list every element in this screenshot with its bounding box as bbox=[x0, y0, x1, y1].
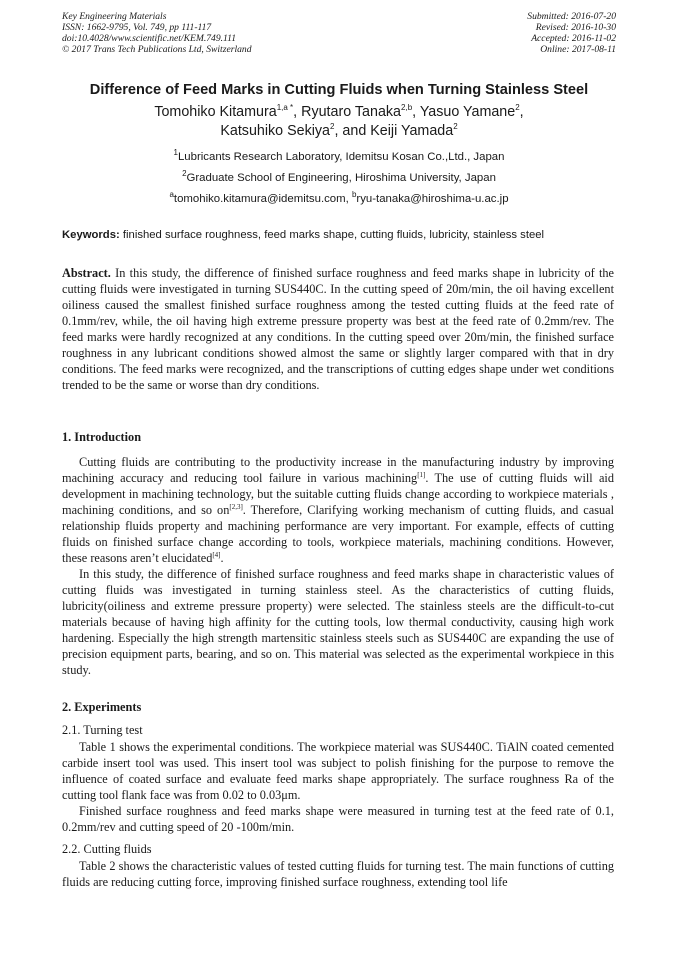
text-run: Cutting fluids are contributing to the productivity increase in the manufacturing industry by improving machining accuracy and reducing tool failure in various machining bbox=[62, 455, 614, 485]
doi-line: doi:10.4028/www.scientific.net/KEM.749.111 bbox=[62, 33, 237, 44]
subsection-heading: 2.2. Cutting fluids bbox=[62, 842, 152, 856]
email-link[interactable]: ryu-tanaka@hiroshima-u.ac.jp bbox=[356, 193, 509, 205]
keywords-text: finished surface roughness, feed marks shape, cutting fluids, lubricity, stainless steel bbox=[122, 229, 545, 241]
author-name: Ryutaro Tanaka bbox=[301, 104, 402, 120]
author-name: Katsuhiko Sekiya bbox=[220, 123, 331, 139]
author-name: Tomohiko Kitamura bbox=[154, 104, 277, 120]
author-sup: 2 bbox=[330, 122, 335, 132]
turning-test-body bbox=[62, 739, 614, 835]
text-run: . Therefore, Clarifying working mechanism of cutting fluids, and casual relationship fluids property and machining performance are very important. For example, effects of cutting fluids on finished surface change according to tools, workpiece materials, machining conditions. However, these reasons aren’t elucidated bbox=[62, 503, 614, 565]
section-heading: 1. Introduction bbox=[62, 430, 142, 444]
paper-title: Difference of Feed Marks in Cutting Fluids when Turning Stainless Steel bbox=[89, 82, 589, 98]
introduction-body bbox=[62, 454, 614, 678]
email-sup: b bbox=[351, 190, 357, 200]
author-line-1: Tomohiko Kitamura$^{1,a *}$, Ryutaro Tanaka$^{2,b}$, Yasuo Yamane$^2$, bbox=[154, 103, 524, 120]
author-line-2: Katsuhiko Sekiya$^2$, and Keiji Yamada$^2$ bbox=[220, 122, 458, 139]
author-name: Yasuo Yamane bbox=[419, 104, 516, 120]
journal-name: Key Engineering Materials bbox=[62, 11, 167, 22]
abstract bbox=[62, 265, 614, 393]
affiliation-1 bbox=[0, 148, 678, 163]
dates-info bbox=[527, 11, 616, 55]
affiliation-text: Graduate School of Engineering, Hiroshima University, Japan bbox=[186, 172, 496, 184]
affiliation-text: Lubricants Research Laboratory, Idemitsu Kosan Co.,Ltd., Japan bbox=[177, 151, 505, 163]
affiliation-sup: 1 bbox=[173, 148, 178, 158]
email-sup: a bbox=[169, 190, 174, 200]
paragraph: Finished surface roughness and feed marks shape were measured in turning test at the feed rate of 0.1, 0.2mm/rev and cutting speed of 20 -100m/min. bbox=[62, 804, 614, 834]
journal-info bbox=[62, 11, 252, 55]
citation[interactable]: [1] bbox=[417, 470, 426, 479]
author-list bbox=[0, 103, 678, 141]
emails bbox=[0, 190, 678, 205]
paragraph: In this study, the difference of finished surface roughness and feed marks shape in characteristic values of cutting fluids was investigated in turning stainless steel. As the characteristics of cutting fluids, lubricity(oiliness and extreme pressure property) were selected. The stainless steels are the difficult-to-cut materials because of having high affinity for the cutting tools, low thermal conductivity, causing high work hardening. Especially the high strength martensitic stainless steels such as SUS440C are expanding the use of precision equipment parts, bearing, and so on. This material was selected as the experimental workpiece in this study. bbox=[62, 567, 614, 677]
accepted-date: Accepted: 2016-11-02 bbox=[531, 33, 616, 44]
abstract-text: In this study, the difference of finished surface roughness and feed marks shape in lubricity of the cutting fluids were investigated in turning SUS440C. In the cutting speed of 20m/min, the oil having excellent oiliness caused the smallest finished surface roughness among the tested cutting fluids at the feed rate of 0.1mm/rev, while, the oil having high extreme pressure property was best at the feed rate of 0.2mm/rev. The feed marks were hardly recognized at any conditions. In the cutting speed over 20m/min, the finished surface roughness in any lubricant conditions showed almost the same or slightly larger compared with that in dry conditions. The feed marks were recognized, and the transcriptions of cutting edges shape under wet conditions trended to be the same or worse than dry conditions. bbox=[62, 266, 615, 392]
text-run: . bbox=[220, 551, 224, 565]
citation[interactable]: [2,3] bbox=[229, 502, 243, 511]
text-run: . The use of cutting fluids will aid development in machining technology, but the suitable cutting fluids change according to workpiece materials , machining conditions, and so on bbox=[62, 471, 614, 517]
revised-date: Revised: 2016-10-30 bbox=[535, 22, 616, 33]
affiliation-2 bbox=[0, 169, 678, 184]
email-link[interactable]: tomohiko.kitamura@idemitsu.com, bbox=[173, 193, 349, 205]
paragraph bbox=[62, 454, 614, 566]
abstract-label: Abstract. bbox=[62, 266, 111, 280]
citation[interactable]: [4] bbox=[212, 550, 221, 559]
cutting-fluids-body bbox=[62, 858, 614, 890]
copyright-line: © 2017 Trans Tech Publications Ltd, Switzerland bbox=[62, 44, 252, 55]
paragraph: Table 1 shows the experimental conditions. The workpiece material was SUS440C. TiAlN coated cemented carbide insert tool was used. This insert tool was subject to polish finishing for the purpose to remove the influence of coated surface and evaluate feed marks shape appropriately. The surface roughness Ra of the cutting tool flank face was from 0.02 to 0.03μm. bbox=[62, 740, 614, 802]
keywords-label: Keywords: bbox=[62, 229, 120, 241]
section-heading: 2. Experiments bbox=[62, 700, 142, 714]
issn-line: ISSN: 1662-9795, Vol. 749, pp 111-117 bbox=[62, 22, 212, 33]
paragraph: Table 2 shows the characteristic values of tested cutting fluids for turning test. The main functions of cutting fluids are reducing cutting force, improving finished surface roughness, extending tool life bbox=[62, 859, 614, 889]
author-name: Keiji Yamada bbox=[370, 123, 454, 139]
online-date: Online: 2017-08-11 bbox=[540, 44, 616, 55]
subsection-heading: 2.1. Turning test bbox=[62, 723, 143, 737]
affiliation-sup: 2 bbox=[182, 169, 187, 179]
keywords bbox=[62, 229, 616, 241]
author-sup: 2 bbox=[453, 122, 458, 132]
author-sup: 2 bbox=[515, 103, 520, 113]
author-sup: 1,a * bbox=[276, 103, 294, 113]
author-conjunction: and bbox=[342, 123, 367, 139]
author-sup: 2,b bbox=[401, 103, 413, 113]
submitted-date: Submitted: 2016-07-20 bbox=[527, 11, 616, 22]
